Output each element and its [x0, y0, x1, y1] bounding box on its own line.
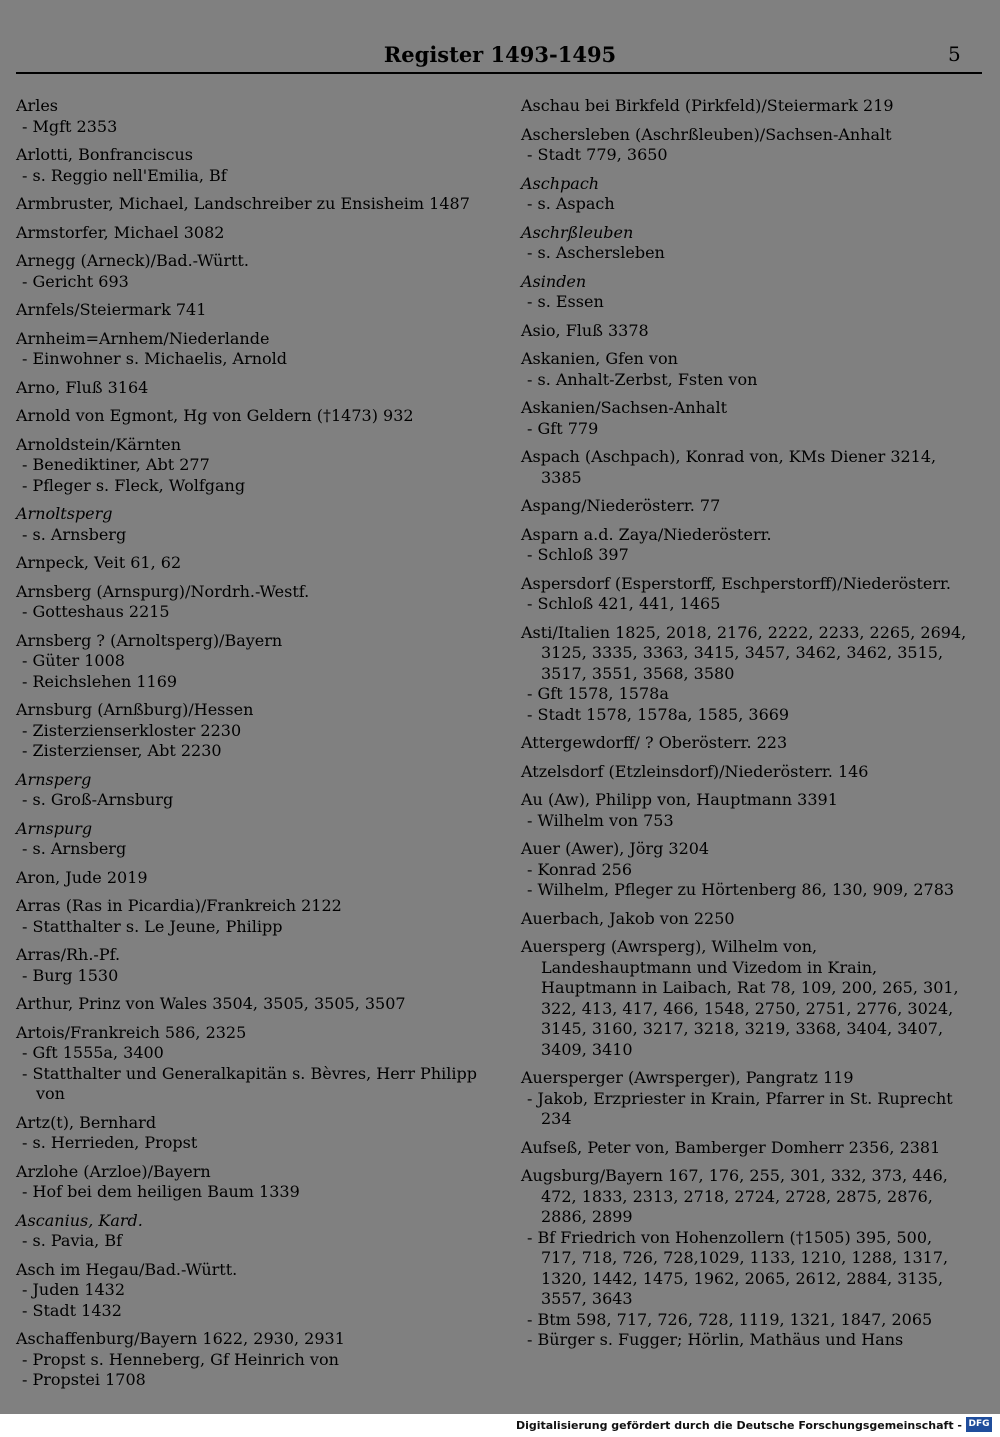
entry-heading: Arno, Fluß 3164	[16, 377, 149, 397]
entry-subitem: - Güter 1008	[22, 651, 125, 670]
index-entry	[16, 96, 478, 137]
index-entry	[521, 447, 971, 488]
index-entry	[521, 125, 971, 166]
entry-heading: Aron, Jude 2019	[16, 867, 148, 887]
entry-heading: Asparn a.d. Zaya/Niederösterr.	[521, 524, 772, 544]
index-entry	[521, 174, 971, 215]
entry-heading: Aschrßleuben	[521, 222, 634, 242]
index-entry	[521, 839, 971, 901]
entry-heading: Arnold von Egmont, Hg von Geldern (†1473) 932	[16, 406, 414, 425]
entry-heading: Arlotti, Bonfranciscus	[16, 145, 193, 164]
index-entry	[16, 251, 478, 292]
entry-subitem: - Burg 1530	[22, 965, 119, 985]
entry-heading: Arles	[16, 96, 58, 115]
entry-heading: Ascanius, Kard.	[16, 1210, 143, 1230]
entry-subitem: - Konrad 256	[527, 859, 633, 879]
entry-subitem: - Pfleger s. Fleck, Wolfgang	[22, 475, 246, 495]
index-entry	[521, 349, 971, 390]
entry-subitem: - s. Reggio nell'Emilia, Bf	[22, 165, 227, 185]
entry-subitem: - s. Anhalt-Zerbst, Fsten von	[527, 369, 758, 389]
index-entry	[521, 937, 971, 1060]
entry-heading: Asio, Fluß 3378	[521, 320, 649, 340]
entry-heading: Augsburg/Bayern 167, 176, 255, 301, 332, 373, 446, 472, 1833, 2313, 2718, 2724, 2728, 2875, 2876, 2886, 2899	[521, 1166, 948, 1226]
index-entry	[16, 819, 478, 860]
entry-heading: Attergewdorff/ ? Oberösterr. 223	[521, 733, 788, 752]
entry-subitem: - Reichslehen 1169	[22, 671, 178, 691]
entry-heading: Aspersdorf (Esperstorff, Eschperstorff)/Niederösterr.	[521, 573, 951, 593]
entry-subitem: - Juden 1432	[22, 1280, 126, 1299]
entry-heading: Askanien/Sachsen-Anhalt	[521, 398, 727, 417]
index-entry	[16, 300, 478, 321]
entry-heading: Arras/Rh.-Pf.	[16, 945, 121, 964]
entry-subitem: - Stadt 1578, 1578a, 1585, 3669	[527, 704, 790, 724]
index-entry	[521, 909, 971, 930]
entry-heading: Arnspurg	[16, 818, 93, 838]
index-entry	[521, 733, 971, 754]
entry-subitem: - s. Herrieden, Propst	[22, 1133, 198, 1152]
index-entry	[521, 790, 971, 831]
entry-heading: Armstorfer, Michael 3082	[16, 222, 225, 242]
entry-subitem: - Zisterzienser, Abt 2230	[22, 741, 222, 760]
index-entry	[16, 1329, 478, 1391]
index-entry	[16, 994, 478, 1015]
index-entry	[521, 1138, 971, 1159]
entry-subitem: - Einwohner s. Michaelis, Arnold	[22, 349, 288, 368]
index-entry	[521, 623, 971, 726]
entry-subitem: - Btm 598, 717, 726, 728, 1119, 1321, 1847, 2065	[527, 1309, 933, 1329]
entry-heading: Aschaffenburg/Bayern 1622, 2930, 2931	[16, 1329, 345, 1348]
entry-subitem: - Statthalter und Generalkapitän s. Bèvres, Herr Philipp von	[22, 1063, 477, 1103]
entry-subitem: - Wilhelm von 753	[527, 810, 674, 830]
index-entry	[16, 435, 478, 497]
index-entry	[521, 223, 971, 264]
entry-heading: Auersperg (Awrsperg), Wilhelm von, Landeshauptmann und Vizedom in Krain, Hauptmann in Laibach, Rat 78, 109, 200, 265, 301, 322, 413, 417, 466, 1548, 2750, 2751, 2776, 3024, 3145, 3160, 3217, 3218, 3219, 3368, 3404, 3407, 3409, 3410	[521, 937, 959, 1059]
entry-heading: Armbruster, Michael, Landschreiber zu Ensisheim 1487	[16, 194, 470, 213]
index-entry	[16, 770, 478, 811]
left-column	[16, 96, 478, 1399]
entry-heading: Asch im Hegau/Bad.-Württ.	[16, 1259, 238, 1279]
entry-heading: Askanien, Gfen von	[521, 349, 678, 368]
index-entry	[16, 145, 478, 186]
entry-subitem: - Gft 1555a, 3400	[22, 1043, 164, 1062]
page-number: 5	[948, 42, 961, 66]
index-entry	[16, 945, 478, 986]
entry-subitem: - Bürger s. Fugger; Hörlin, Mathäus und Hans	[527, 1330, 904, 1349]
entry-subitem: - s. Essen	[527, 292, 604, 311]
entry-heading: Arnoltsperg	[16, 504, 113, 523]
entry-subitem: - Propst s. Henneberg, Gf Heinrich von	[22, 1349, 339, 1369]
index-entry	[16, 1023, 478, 1105]
index-entry	[521, 1166, 971, 1351]
entry-subitem: - s. Aschersleben	[527, 243, 665, 262]
entry-subitem: - Gotteshaus 2215	[22, 602, 170, 621]
entry-subitem: - Hof bei dem heiligen Baum 1339	[22, 1182, 300, 1201]
entry-heading: Arnfels/Steiermark 741	[16, 300, 207, 319]
entry-subitem: - Mgft 2353	[22, 116, 118, 136]
entry-heading: Arnsberg (Arnspurg)/Nordrh.-Westf.	[16, 581, 310, 601]
entry-heading: Arnheim=Arnhem/Niederlande	[16, 328, 270, 348]
index-entry	[16, 631, 478, 693]
index-entry	[16, 329, 478, 370]
index-entry	[16, 1113, 478, 1154]
index-entry	[521, 272, 971, 313]
entry-subitem: - s. Arnsberg	[22, 839, 127, 858]
entry-heading: Artz(t), Bernhard	[16, 1112, 157, 1132]
entry-heading: Atzelsdorf (Etzleinsdorf)/Niederösterr. 146	[521, 761, 869, 781]
entry-heading: Arnsburg (Arnßburg)/Hessen	[16, 700, 254, 719]
index-entry	[16, 700, 478, 762]
entry-subitem: - Stadt 1432	[22, 1300, 122, 1320]
entry-subitem: - Zisterzienserkloster 2230	[22, 720, 242, 740]
entry-heading: Arnegg (Arneck)/Bad.-Württ.	[16, 251, 249, 270]
entry-subitem: - Benediktiner, Abt 277	[22, 455, 210, 474]
entry-heading: Arnsperg	[16, 769, 92, 789]
index-entry	[521, 525, 971, 566]
index-entry	[16, 553, 478, 574]
index-entry	[16, 223, 478, 244]
entry-subitem: - Gft 779	[527, 418, 599, 438]
index-entry	[521, 574, 971, 615]
entry-subitem: - Gericht 693	[22, 271, 129, 291]
index-entry	[521, 496, 971, 517]
index-entry	[521, 321, 971, 342]
index-entry	[521, 96, 971, 117]
index-entry	[16, 194, 478, 215]
entry-heading: Aspang/Niederösterr. 77	[521, 496, 721, 515]
entry-subitem: - s. Groß-Arnsburg	[22, 790, 174, 809]
entry-heading: Au (Aw), Philipp von, Hauptmann 3391	[521, 790, 838, 809]
index-entry	[521, 762, 971, 783]
entry-subitem: - Schloß 397	[527, 545, 629, 564]
index-entry	[16, 504, 478, 545]
index-entry	[521, 398, 971, 439]
index-entry	[16, 378, 478, 399]
footer-credit: Digitalisierung gefördert durch die Deutsche Forschungsgemeinschaft -	[515, 1419, 962, 1432]
index-entry	[16, 896, 478, 937]
entry-heading: Arnsberg ? (Arnoltsperg)/Bayern	[16, 630, 283, 650]
entry-heading: Asinden	[521, 271, 587, 291]
index-entry	[16, 406, 478, 427]
header-divider	[16, 72, 982, 74]
entry-subitem: - s. Aspach	[527, 194, 615, 213]
entry-subitem: - Bf Friedrich von Hohenzollern (†1505) 395, 500, 717, 718, 726, 728,1029, 1133, 1210, 1288, 1317, 1320, 1442, 1475, 1962, 2065, 2612, 2884, 3135, 3557, 3643	[527, 1227, 949, 1308]
index-entry	[16, 1260, 478, 1322]
entry-heading: Aufseß, Peter von, Bamberger Domherr 2356, 2381	[521, 1137, 941, 1157]
entry-heading: Aschpach	[521, 173, 600, 193]
index-entry	[521, 1068, 971, 1130]
entry-heading: Aschersleben (Aschrßleuben)/Sachsen-Anhalt	[521, 124, 892, 144]
dfg-logo: DFG	[966, 1417, 992, 1432]
index-entry	[16, 868, 478, 889]
entry-heading: Arnoldstein/Kärnten	[16, 434, 182, 454]
entry-subitem: - s. Pavia, Bf	[22, 1231, 123, 1250]
page-title: Register 1493-1495	[383, 42, 617, 67]
entry-subitem: - Stadt 779, 3650	[527, 145, 668, 164]
entry-heading: Arzlohe (Arzloe)/Bayern	[16, 1161, 211, 1181]
entry-heading: Aschau bei Birkfeld (Pirkfeld)/Steiermark 219	[521, 96, 894, 115]
index-entry	[16, 1162, 478, 1203]
entry-heading: Arras (Ras in Picardia)/Frankreich 2122	[16, 896, 342, 915]
entry-subitem: - Propstei 1708	[22, 1370, 146, 1389]
entry-subitem: - Statthalter s. Le Jeune, Philipp	[22, 916, 283, 936]
entry-subitem: - s. Arnsberg	[22, 524, 127, 544]
entry-heading: Auerbach, Jakob von 2250	[521, 908, 735, 928]
footer-bar	[0, 1414, 1000, 1437]
index-entry	[16, 1211, 478, 1252]
entry-heading: Artois/Frankreich 586, 2325	[16, 1022, 247, 1042]
entry-heading: Aspach (Aschpach), Konrad von, KMs Diener 3214, 3385	[521, 447, 937, 487]
entry-subitem: - Gft 1578, 1578a	[527, 684, 669, 703]
entry-heading: Arnpeck, Veit 61, 62	[16, 553, 182, 572]
entry-heading: Auer (Awer), Jörg 3204	[521, 839, 710, 858]
entry-subitem: - Jakob, Erzpriester in Krain, Pfarrer in St. Ruprecht 234	[527, 1088, 953, 1128]
right-column	[521, 96, 971, 1359]
index-entry	[16, 582, 478, 623]
entry-heading: Asti/Italien 1825, 2018, 2176, 2222, 2233, 2265, 2694, 3125, 3335, 3363, 3415, 3457, 3462, 3462, 3515, 3517, 3551, 3568, 3580	[521, 622, 967, 683]
entry-heading: Arthur, Prinz von Wales 3504, 3505, 3505, 3507	[16, 994, 406, 1013]
entry-heading: Auersperger (Awrsperger), Pangratz 119	[521, 1068, 854, 1087]
entry-subitem: - Wilhelm, Pfleger zu Hörtenberg 86, 130, 909, 2783	[527, 880, 955, 899]
entry-subitem: - Schloß 421, 441, 1465	[527, 594, 721, 613]
